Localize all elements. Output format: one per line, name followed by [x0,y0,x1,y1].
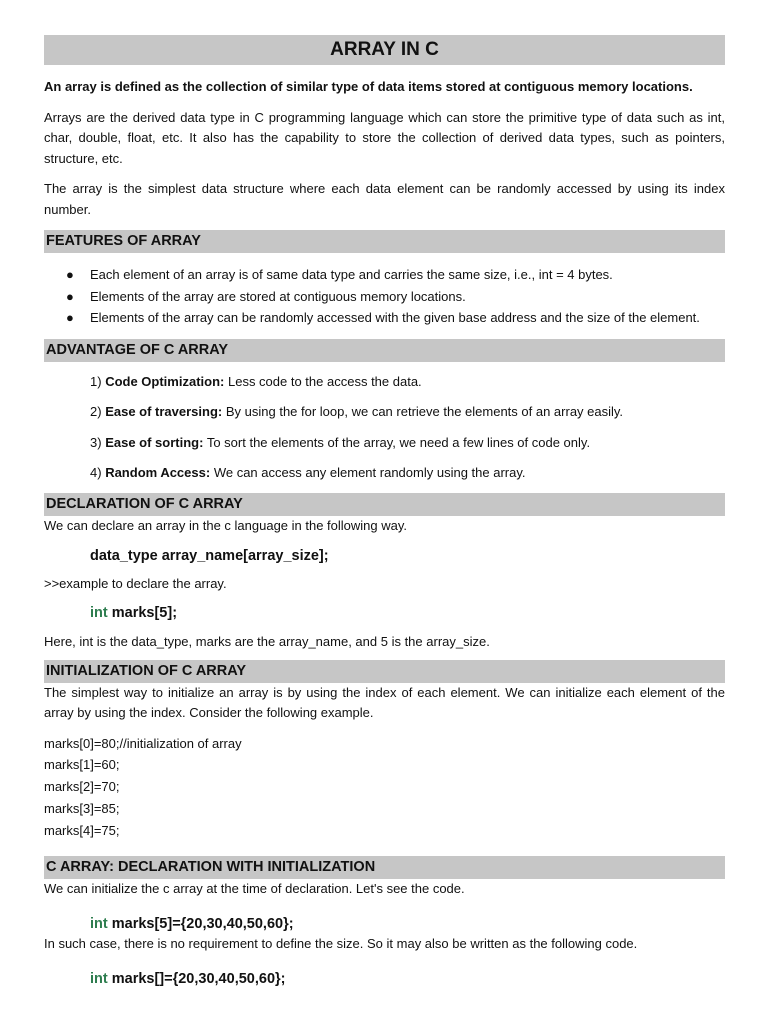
features-list [44,264,725,329]
keyword-int: int [90,971,108,988]
intro-paragraph-2: The array is the simplest data structure where each data element can be randomly accessed by using its index number. [44,181,725,217]
bullet-icon: ● [66,310,74,325]
code-line: marks[1]=60; [44,757,120,773]
declaration-explain: Here, int is the data_type, marks are the array_name, and 5 is the array_size. [44,634,490,649]
intro-paragraph-1: Arrays are the derived data type in C programming language which can store the primitive type of data such as int, char, double, float, etc. It also has the capability to store the collection of derived data types, such as pointers, structure, etc. [44,109,725,166]
decl-init-heading: C ARRAY: DECLARATION WITH INITIALIZATION [44,856,725,879]
document-page [44,35,725,989]
advantage-list [44,372,725,484]
code-line: marks[3]=85; [44,800,120,816]
example-label: >>example to declare the array. [44,575,227,591]
decl-init-intro: We can initialize the c array at the time of declaration. Let's see the code. [44,881,465,897]
initialization-heading: INITIALIZATION OF C ARRAY [44,660,725,683]
code-line: marks[0]=80;//initialization of array [44,735,242,751]
definition-text: An array is defined as the collection of similar type of data items stored at contiguous memory locations. [44,79,693,94]
list-item: ● Elements of the array are stored at contiguous memory locations. [44,286,725,308]
page-title: ARRAY IN C [44,35,725,65]
list-item: 4) Random Access: We can access any element randomly using the array. [90,465,526,480]
initialization-intro: The simplest way to initialize an array is by using the index of each element. We can initialize each element of the array by using the index. Consider the following example. [44,684,725,720]
initialization-code-block [44,733,725,842]
list-item: ● Each element of an array is of same data type and carries the same size, i.e., int = 4 bytes. [44,264,725,286]
list-item: 2) Ease of traversing: By using the for loop, we can retrieve the elements of an array easily. [90,404,624,419]
bullet-icon: ● [66,267,74,282]
decl-init-middle: In such case, there is no requirement to define the size. So it may also be written as the following code. [44,935,638,951]
list-item: 1) Code Optimization: Less code to the access the data. [90,373,422,389]
list-item: 3) Ease of sorting: To sort the elements of the array, we need a few lines of code only. [90,434,591,450]
declaration-syntax: data_type array_name[array_size]; [90,547,329,564]
declaration-heading: DECLARATION OF C ARRAY [44,493,725,516]
decl-init-code-2: int marks[]={20,30,40,50,60}; [90,971,286,988]
decl-init-code-1: int marks[5]={20,30,40,50,60}; [90,915,294,932]
declaration-example-code: int marks[5]; [90,605,178,621]
keyword-int: int [90,605,108,621]
declaration-intro: We can declare an array in the c language in the following way. [44,518,408,533]
features-heading: FEATURES OF ARRAY [44,230,725,253]
code-line: marks[2]=70; [44,779,120,795]
bullet-icon: ● [66,288,74,304]
advantage-heading: ADVANTAGE OF C ARRAY [44,339,725,362]
list-item: ● Elements of the array can be randomly accessed with the given base address and the size of the element. [44,307,725,329]
keyword-int: int [90,915,108,932]
code-line: marks[4]=75; [44,822,120,838]
